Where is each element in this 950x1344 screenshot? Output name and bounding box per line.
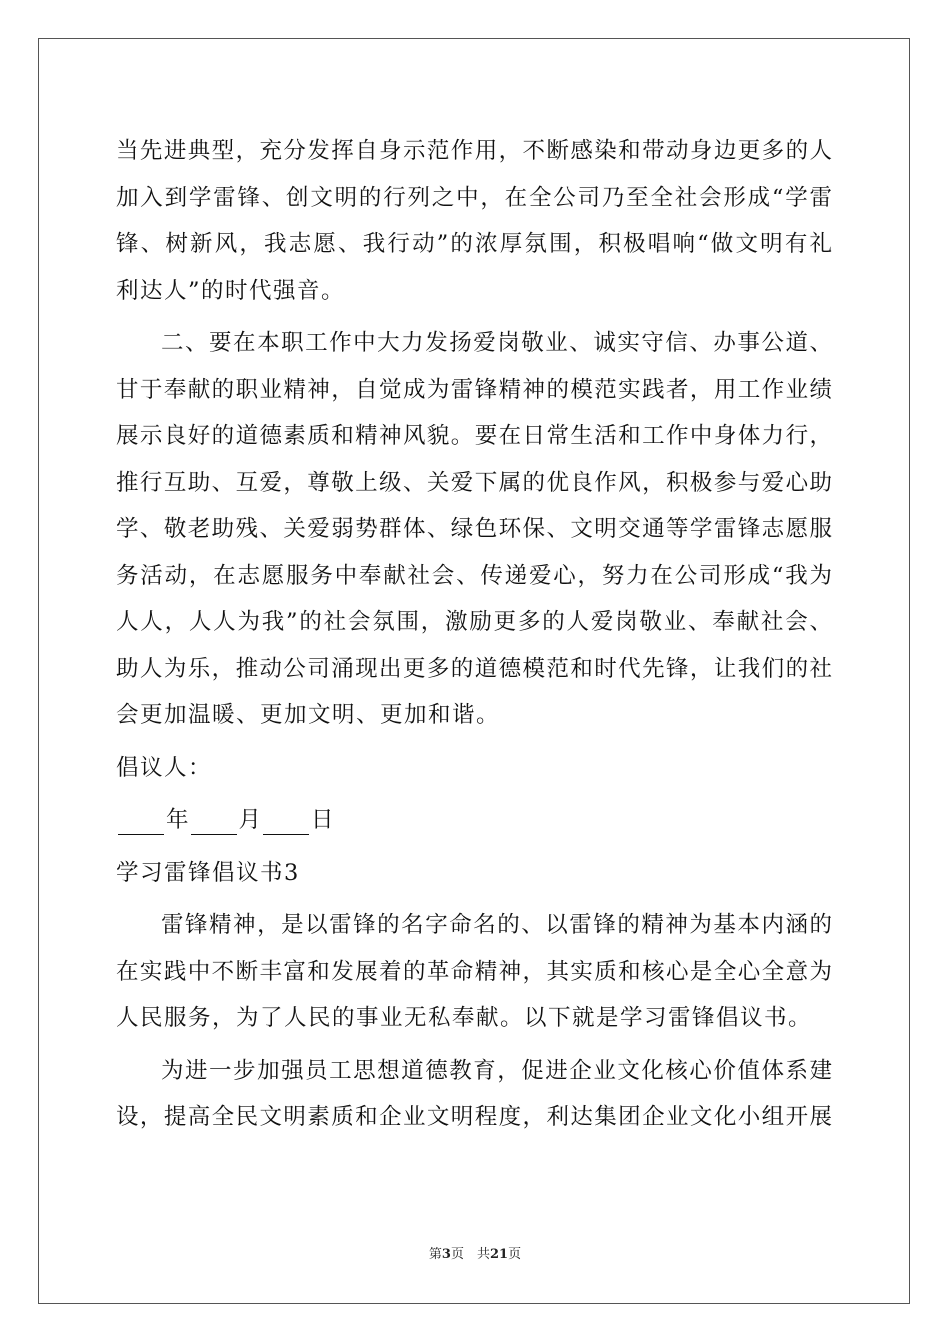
text-line: 展示良好的道德素质和精神风貌。要在日常生活和工作中身体力行， [116, 423, 832, 449]
text-line: 当先进典型，充分发挥自身示范作用，不断感染和带动身边更多的人 [116, 138, 832, 164]
month-blank [191, 806, 237, 835]
text-line: 助人为乐，推动公司涌现出更多的道德模范和时代先锋，让我们的社 [116, 655, 832, 682]
day-blank [263, 806, 309, 835]
section-title: 学习雷锋倡议书3 [116, 859, 300, 886]
text-line: 人民服务，为了人民的事业无私奉献。以下就是学习雷锋倡议书。 [116, 1005, 813, 1031]
text-line: 设，提高全民文明素质和企业文明程度，利达集团企业文化小组开展 [116, 1104, 832, 1130]
paragraph-purpose [116, 1048, 832, 1141]
text-line: 甘于奉献的职业精神，自觉成为雷锋精神的模范实践者，用工作业绩 [116, 376, 832, 403]
text-line: 利达人”的时代强音。 [116, 277, 346, 304]
page-suffix: 页 [508, 1247, 522, 1262]
text-line: 推行互助、互爱，尊敬上级、关爱下属的优良作风，积极参与爱心助 [116, 469, 832, 496]
day-label: 日 [311, 807, 334, 833]
text-line: 在实践中不断丰富和发展着的革命精神，其实质和核心是全心全意为 [116, 958, 832, 985]
text-line: 会更加温暖、更加文明、更加和谐。 [116, 702, 501, 728]
text-line: 务活动，在志愿服务中奉献社会、传递爱心，努力在公司形成“我为 [116, 562, 832, 589]
page-mid: 页 共 [450, 1247, 490, 1262]
total-pages: 21 [489, 1247, 509, 1262]
paragraph-intro [116, 902, 832, 1042]
year-label: 年 [166, 807, 189, 833]
text-line: 学、敬老助残、关爱弱势群体、绿色环保、文明交通等学雷锋志愿服 [116, 516, 832, 542]
page-number-footer [0, 1243, 950, 1262]
paragraph-second-point [116, 320, 832, 739]
text-line: 人人，人人为我”的社会氛围，激励更多的人爱岗敬业、奉献社会、 [116, 609, 832, 635]
current-page: 3 [441, 1247, 451, 1262]
signature-date [116, 797, 832, 844]
text-line: 锋、树新风，我志愿、我行动”的浓厚氛围，积极唱响“做文明有礼 [116, 231, 832, 257]
month-label: 月 [238, 807, 262, 833]
text-line: 加入到学雷锋、创文明的行列之中，在全公司乃至全社会形成“学雷 [116, 184, 832, 211]
text-line: 二、要在本职工作中大力发扬爱岗敬业、诚实守信、办事公道、 [161, 330, 832, 356]
text-line: 为进一步加强员工思想道德教育，促进企业文化核心价值体系建 [161, 1057, 832, 1084]
document-body [116, 128, 832, 1141]
paragraph-continuation [116, 128, 832, 314]
year-blank [118, 806, 164, 835]
page-prefix: 第 [428, 1247, 442, 1262]
signature-label: 倡议人： [116, 754, 213, 781]
text-line: 雷锋精神，是以雷锋的名字命名的、以雷锋的精神为基本内涵的 [161, 912, 832, 938]
